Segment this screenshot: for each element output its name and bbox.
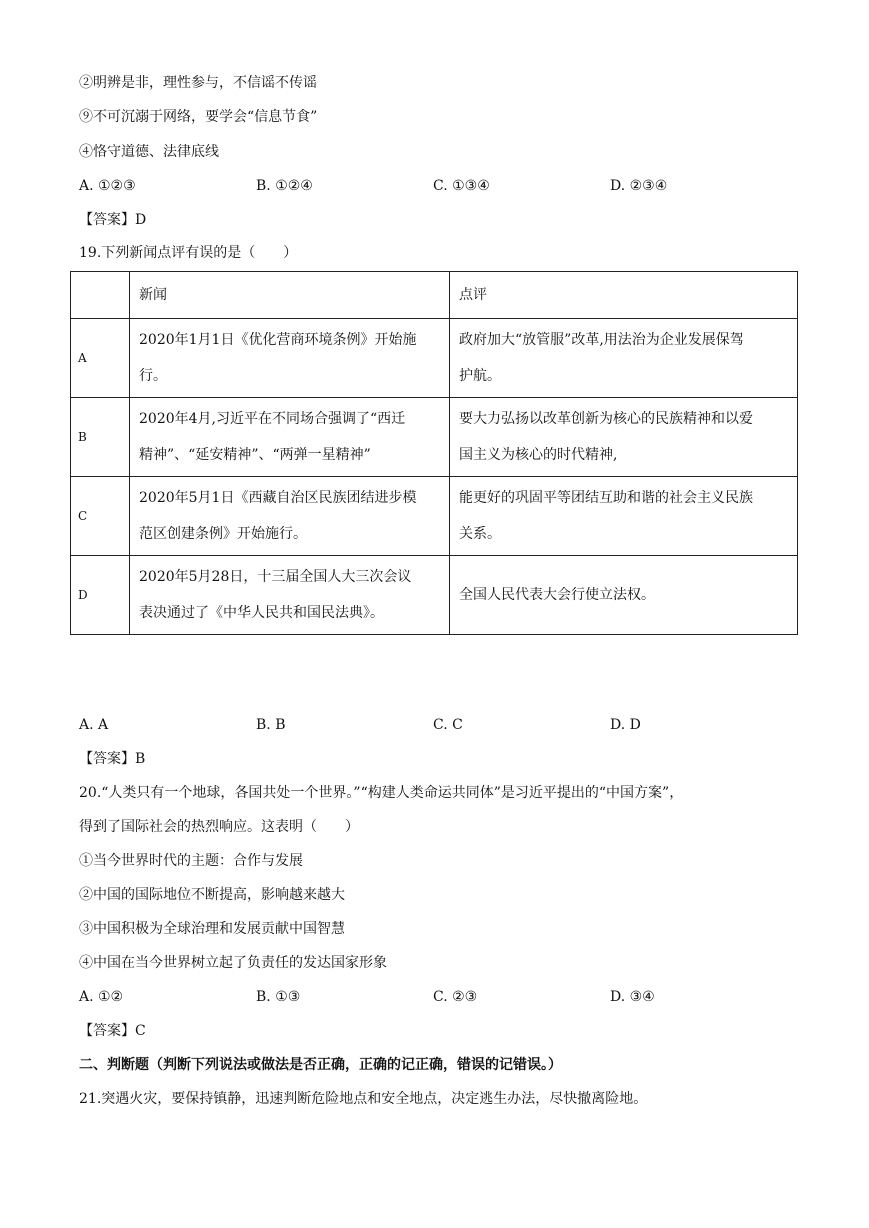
q19-answer: 【答案】B [79,751,146,767]
q18-item-4: ④恪守道德、法律底线 [79,144,219,160]
row-comment-line: 护航。 [459,368,501,384]
q20-stem-line-1: 20.“人类只有一个地球，各国共处一个世界。”“构建人类命运共同体”是习近平提出的“中国方案”， [79,785,684,801]
q20-item-2: ②中国的国际地位不断提高，影响越来越大 [79,887,345,903]
q20-item-1: ①当今世界时代的主题：合作与发展 [79,853,303,869]
q19-option-c: C. C [433,717,463,733]
q18-option-d: D. ②③④ [610,178,668,194]
q20-option-c: C. ②③ [433,989,478,1005]
row-key: A [71,319,130,398]
row-comment-line: 政府加大“放管服”改革,用法治为企业发展保驾 [459,332,744,348]
q19-option-b: B. B [256,717,286,733]
row-comment-line: 能更好的巩固平等团结互助和谐的社会主义民族 [459,490,753,506]
row-news-line: 范区创建条例》开始施行。 [139,526,307,542]
q18-option-a: A. ①②③ [79,178,136,194]
row-comment [450,556,798,635]
row-news [130,477,450,556]
q18-option-c: C. ①③④ [433,178,490,194]
row-comment-line: 全国人民代表大会行使立法权。 [459,587,655,603]
q19-options [79,715,799,735]
row-news [130,556,450,635]
row-news [130,398,450,477]
table-header-row [71,272,798,319]
table-header-news: 新闻 [130,272,450,319]
row-news [130,319,450,398]
table-row [71,477,798,556]
row-news-line: 2020年5月28日，十三届全国人大三次会议 [139,569,412,585]
table-header-key [71,272,130,319]
q20-option-d: D. ③④ [610,989,655,1005]
row-news-line: 行。 [139,368,167,384]
table-row [71,319,798,398]
news-review-table [70,271,798,635]
row-comment-line: 要大力弘扬以改革创新为核心的民族精神和以爱 [459,411,753,427]
q19-stem: 19.下列新闻点评有误的是（ ） [79,245,298,261]
q20-option-a: A. ①② [79,989,124,1005]
table-row [71,398,798,477]
row-comment-line: 关系。 [459,526,501,542]
q20-item-3: ③中国积极为全球治理和发展贡献中国智慧 [79,921,345,937]
row-comment [450,319,798,398]
table-row [71,556,798,635]
row-comment [450,398,798,477]
q18-option-b: B. ①②④ [256,178,313,194]
section-heading: 二、判断题（判断下列说法或做法是否正确，正确的记正确，错误的记错误。） [79,1057,562,1073]
q21-stem: 21.突遇火灾，要保持镇静，迅速判断危险地点和安全地点，决定逃生办法，尽快撤离险地。 [79,1091,648,1107]
q18-answer: 【答案】D [79,212,147,228]
q18-item-2: ②明辨是非，理性参与，不信谣不传谣 [79,75,317,91]
q19-option-d: D. D [610,717,641,733]
row-key: B [71,398,130,477]
q20-item-4: ④中国在当今世界树立起了负责任的发达国家形象 [79,955,387,971]
row-news-line: 2020年5月1日《西藏自治区民族团结进步模 [139,490,417,506]
row-news-line: 表决通过了《中华人民共和国民法典》。 [139,605,384,621]
q18-options [79,176,799,196]
row-comment [450,477,798,556]
table-header-comment: 点评 [450,272,798,319]
row-key: C [71,477,130,556]
row-news-line: 精神”、“延安精神”、“两弹一星精神” [139,447,371,463]
q19-option-a: A. A [79,717,109,733]
q18-item-9: ⑨不可沉溺于网络，要学会“信息节食” [79,109,318,125]
q20-stem-line-2: 得到了国际社会的热烈响应。这表明（ ） [79,819,359,835]
row-news-line: 2020年4月,习近平在不同场合强调了“西迁 [139,411,406,427]
q20-options [79,987,799,1007]
row-key: D [71,556,130,635]
q20-answer: 【答案】C [79,1023,146,1039]
row-news-line: 2020年1月1日《优化营商环境条例》开始施 [139,332,417,348]
row-comment-line: 国主义为核心的时代精神, [459,447,618,463]
q20-option-b: B. ①③ [256,989,301,1005]
